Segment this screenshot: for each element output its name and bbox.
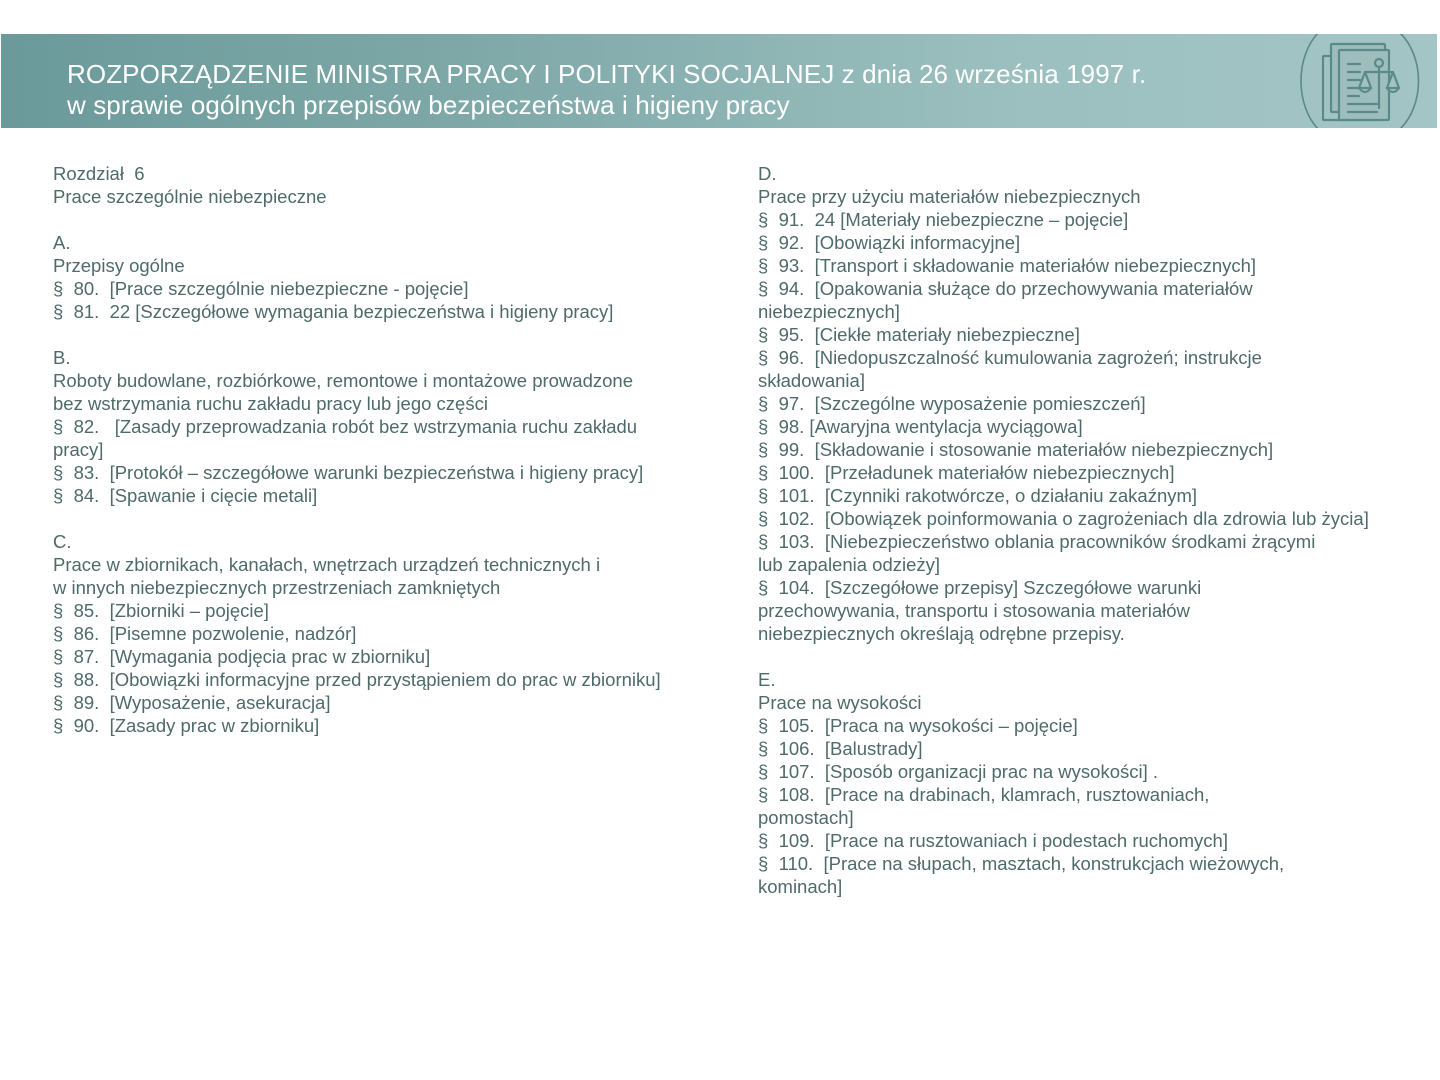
- paragraph-item: § 106. [Balustrady]: [758, 738, 923, 759]
- paragraph-item: § 99. [Składowanie i stosowanie materiałów niebezpiecznych]: [758, 439, 1274, 460]
- section-letter: C.: [53, 531, 72, 552]
- paragraph-item: § 95. [Ciekłe materiały niebezpieczne]: [758, 324, 1080, 345]
- paragraph-item: § 97. [Szczególne wyposażenie pomieszczeń]: [758, 393, 1146, 414]
- section-letter: A.: [53, 232, 71, 253]
- paragraph-item: § 102. [Obowiązek poinformowania o zagrożeniach dla zdrowia lub życia]: [758, 508, 1369, 529]
- section-letter: D.: [758, 163, 777, 184]
- paragraph-item: § 98. [Awaryjna wentylacja wyciągowa]: [758, 416, 1083, 437]
- document-title: [67, 59, 1146, 121]
- section-letter: B.: [53, 347, 71, 368]
- section-title: Roboty budowlane, rozbiórkowe, remontowe i montażowe prowadzone bez wstrzymania ruchu zakładu pracy lub jego części: [53, 370, 633, 414]
- section-d: [758, 162, 1378, 645]
- paragraph-item: § 83. [Protokół – szczegółowe warunki bezpieczeństwa i higieny pracy]: [53, 462, 644, 483]
- paragraph-item: § 109. [Prace na rusztowaniach i podestach ruchomych]: [758, 830, 1228, 851]
- right-column: [758, 162, 1378, 898]
- left-column: [53, 162, 693, 737]
- section-a: [53, 231, 693, 323]
- paragraph-item: § 108. [Prace na drabinach, klamrach, rusztowaniach, pomostach]: [758, 784, 1215, 828]
- paragraph-item: § 96. [Niedopuszczalność kumulowania zagrożeń; instrukcje składowania]: [758, 347, 1268, 391]
- paragraph-item: § 86. [Pisemne pozwolenie, nadzór]: [53, 623, 357, 644]
- legal-document-scales-icon: [1297, 34, 1423, 128]
- paragraph-item: § 94. [Opakowania służące do przechowywania materiałów niebezpiecznych]: [758, 278, 1258, 322]
- section-e: [758, 668, 1378, 898]
- chapter-label: Rozdział 6: [53, 163, 145, 184]
- section-title: Prace w zbiornikach, kanałach, wnętrzach urządzeń technicznych i w innych niebezpiecznych przestrzeniach zamkniętych: [53, 554, 601, 598]
- paragraph-item: § 107. [Sposób organizacji prac na wysokości] .: [758, 761, 1159, 782]
- paragraph-item: § 82. [Zasady przeprowadzania robót bez wstrzymania ruchu zakładu pracy]: [53, 416, 643, 460]
- section-title: Prace na wysokości: [758, 692, 922, 713]
- paragraph-item: § 91. 24 [Materiały niebezpieczne – pojęcie]: [758, 209, 1129, 230]
- paragraph-item: § 80. [Prace szczególnie niebezpieczne - pojęcie]: [53, 278, 469, 299]
- section-title: Prace przy użyciu materiałów niebezpiecznych: [758, 186, 1141, 207]
- paragraph-item: § 88. [Obowiązki informacyjne przed przystąpieniem do prac w zbiorniku]: [53, 669, 661, 690]
- paragraph-item: § 87. [Wymagania podjęcia prac w zbiorniku]: [53, 646, 431, 667]
- section-c: [53, 530, 693, 737]
- section-letter: E.: [758, 669, 776, 690]
- paragraph-item: § 101. [Czynniki rakotwórcze, o działaniu zakaźnym]: [758, 485, 1198, 506]
- paragraph-item: § 105. [Praca na wysokości – pojęcie]: [758, 715, 1078, 736]
- paragraph-item: § 103. [Niebezpieczeństwo oblania pracowników środkami żrącymi lub zapalenia odzieży]: [758, 531, 1321, 575]
- paragraph-item: § 89. [Wyposażenie, asekuracja]: [53, 692, 331, 713]
- chapter-title: Prace szczególnie niebezpieczne: [53, 186, 327, 207]
- paragraph-item: § 90. [Zasady prac w zbiorniku]: [53, 715, 320, 736]
- paragraph-item: § 93. [Transport i składowanie materiałów niebezpiecznych]: [758, 255, 1257, 276]
- paragraph-item: § 85. [Zbiorniki – pojęcie]: [53, 600, 269, 621]
- paragraph-item: § 100. [Przeładunek materiałów niebezpiecznych]: [758, 462, 1175, 483]
- section-title: Przepisy ogólne: [53, 255, 185, 276]
- paragraph-item: § 92. [Obowiązki informacyjne]: [758, 232, 1021, 253]
- header-banner: [1, 34, 1437, 128]
- paragraph-item: § 110. [Prace na słupach, masztach, konstrukcjach wieżowych, kominach]: [758, 853, 1290, 897]
- paragraph-item: § 81. 22 [Szczegółowe wymagania bezpieczeństwa i higieny pracy]: [53, 301, 614, 322]
- document-title-line-1: ROZPORZĄDZENIE MINISTRA PRACY I POLITYKI SOCJALNEJ z dnia 26 września 1997 r.: [67, 59, 1147, 89]
- paragraph-item: § 84. [Spawanie i cięcie metali]: [53, 485, 318, 506]
- paragraph-item: § 104. [Szczegółowe przepisy] Szczegółowe warunki przechowywania, transportu i stosowania materiałów niebezpiecznych określają odrębne przepisy.: [758, 577, 1207, 644]
- section-b: [53, 346, 693, 507]
- document-title-line-2: w sprawie ogólnych przepisów bezpieczeństwa i higieny pracy: [67, 90, 790, 120]
